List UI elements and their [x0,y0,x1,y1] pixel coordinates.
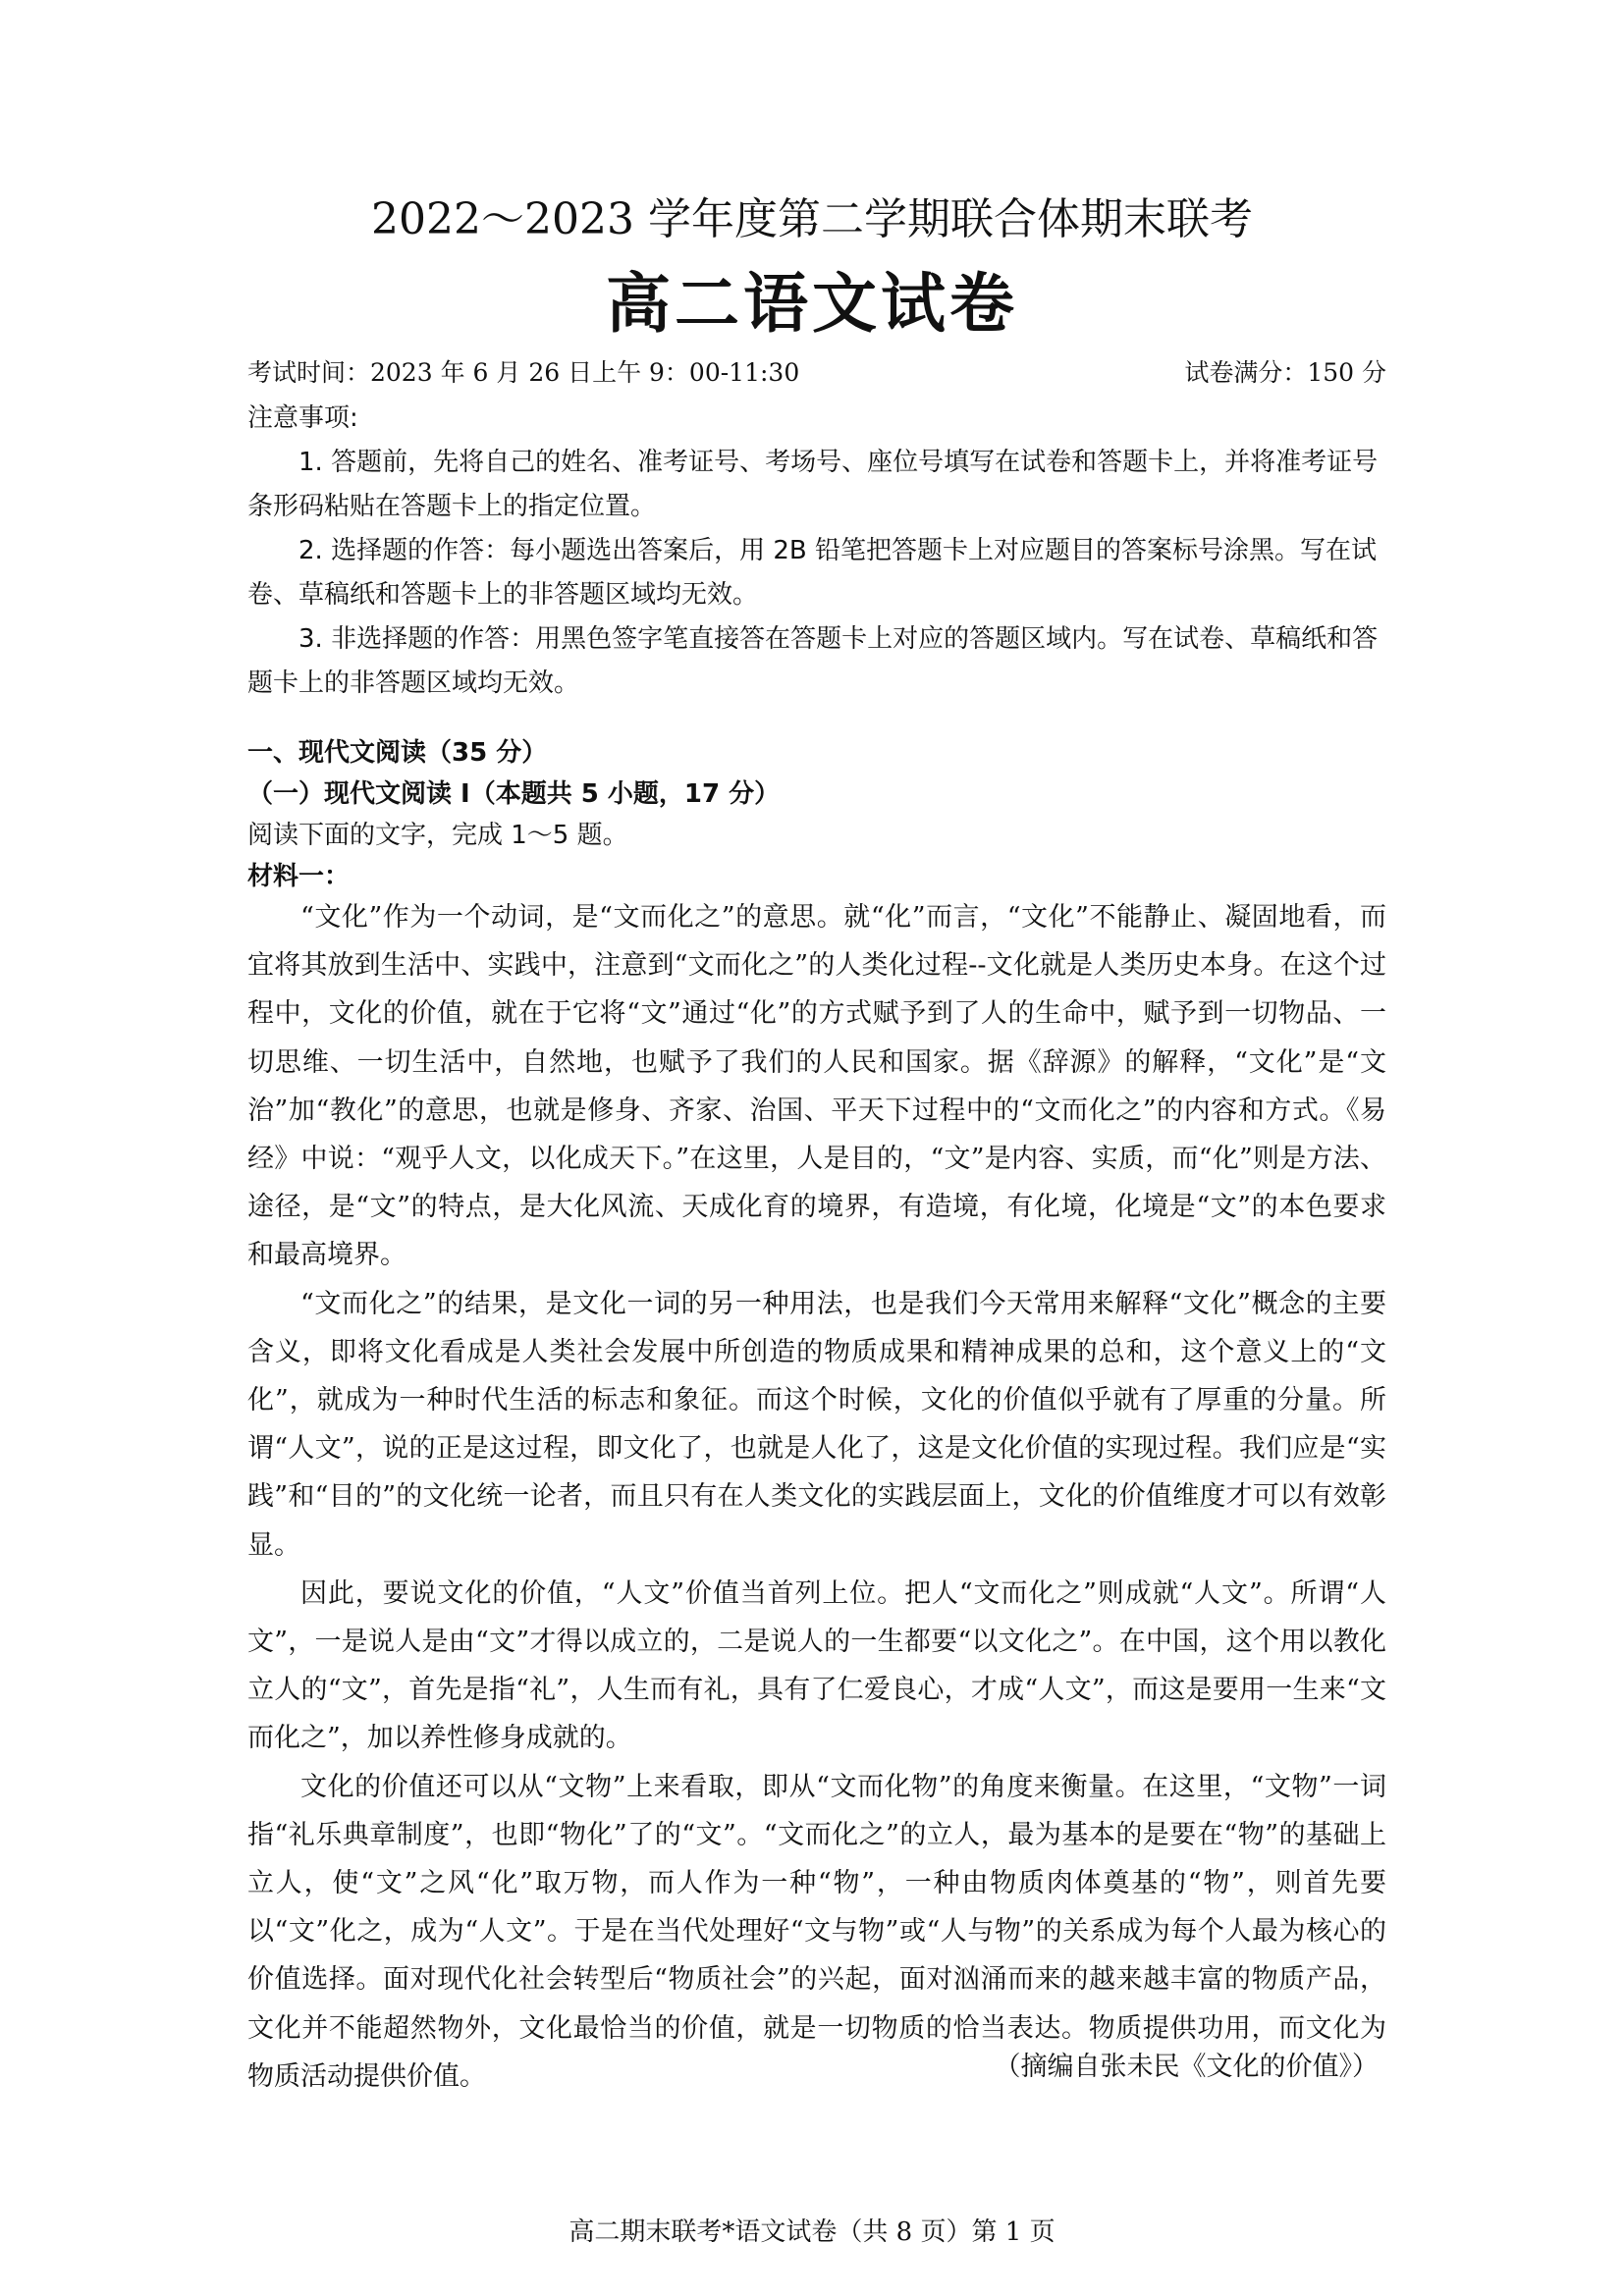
passage-paragraph: “文而化之”的结果，是文化一词的另一种用法，也是我们今天常用来解释“文化”概念的主要含义，即将文化看成是人类社会发展中所创造的物质成果和精神成果的总和，这个意义上的“文化”，就成为一种时代生活的标志和象征。而这个时候，文化的价值似乎就有了厚重的分量。所谓“人文”，说的正是这过程，即文化了，也就是人化了，这是文化价值的实现过程。我们应是“实践”和“目的”的文化统一论者，而且只有在人类文化的实践层面上，文化的价值维度才可以有效彰显。 [247,1288,1386,1561]
passage [247,893,1386,2101]
notes-item: 1. 答题前，先将自己的姓名、准考证号、考场号、座位号填写在试卷和答题卡上，并将准考证号条形码粘贴在答题卡上的指定位置。 [247,448,1379,521]
notes-label: 注意事项: [247,403,358,433]
exam-meta [247,355,1386,391]
notes [247,397,1386,706]
subject-title: 高二语文试卷 [606,266,1018,342]
exam-title: 2022～2023 学年度第二学期联合体期末联考 [371,194,1253,244]
section-heading: 一、现代文阅读（35 分） [247,738,548,768]
notes-item: 2. 选择题的作答：每小题选出答案后，用 2B 铅笔把答题卡上对应题目的答案标号涂黑。写在试卷、草稿纸和答题卡上的非答题区域均无效。 [247,536,1377,610]
passage-paragraph: “文化”作为一个动词，是“文而化之”的意思。就“化”而言，“文化”不能静止、凝固地看，而宜将其放到生活中、实践中，注意到“文而化之”的人类化过程--文化就是人类历史本身。在这个过程中，文化的价值，就在于它将“文”通过“化”的方式赋予到了人的生命中，赋予到一切物品、一切思维、一切生活中，自然地，也赋予了我们的人民和国家。据《辞源》的解释，“文化”是“文治”加“教化”的意思，也就是修身、齐家、治国、平天下过程中的“文而化之”的内容和方式。《易经》中说：“观乎人文，以化成天下。”在这里，人是目的，“文”是内容、实质，而“化”则是方法、途径，是“文”的特点，是大化风流、天成化育的境界，有造境，有化境，化境是“文”的本色要求和最高境界。 [247,902,1386,1271]
full-score: 试卷满分：150 分 [1184,358,1386,387]
passage-source: （摘编自张未民《文化的价值》） [994,2052,1379,2082]
material-label: 材料一： [247,862,351,891]
passage-paragraph: 因此，要说文化的价值，“人文”价值当首列上位。把人“文而化之”则成就“人文”。所谓“人文”，一是说人是由“文”才得以成立的，二是说人的一生都要“以文化之”。在中国，这个用以教化立人的“文”，首先是指“礼”，人生而有礼，具有了仁爱良心，才成“人文”，而这是要用一生来“文而化之”，加以养性修身成就的。 [247,1577,1386,1754]
page-footer: 高二期末联考*语文试卷（共 8 页）第 1 页 [568,2217,1056,2247]
passage-paragraph: 文化的价值还可以从“文物”上来看取，即从“文而化物”的角度来衡量。在这里，“文物”一词指“礼乐典章制度”，也即“物化”了的“文”。“文而化之”的立人，最为基本的是要在“物”的基础上立人，使“文”之风“化”取万物，而人作为一种“物”，一种由物质肉体奠基的“物”，则首先要以“文”化之，成为“人文”。于是在当代处理好“文与物”或“人与物”的关系成为每个人最为核心的价值选择。面对现代化社会转型后“物质社会”的兴起，面对汹涌而来的越来越丰富的物质产品，文化并不能超然物外，文化最恰当的价值，就是一切物质的恰当表达。物质提供功用，而文化为物质活动提供价值。 [247,1771,1386,2092]
section-subheading: （一）现代文阅读 I（本题共 5 小题，17 分） [247,779,781,809]
exam-time: 考试时间：2023 年 6 月 26 日上午 9：00-11:30 [247,358,800,387]
notes-item: 3. 非选择题的作答：用黑色签字笔直接答在答题卡上对应的答题区域内。写在试卷、草稿纸和答题卡上的非答题区域均无效。 [247,624,1379,698]
reading-instruction: 阅读下面的文字，完成 1～5 题。 [247,821,628,850]
